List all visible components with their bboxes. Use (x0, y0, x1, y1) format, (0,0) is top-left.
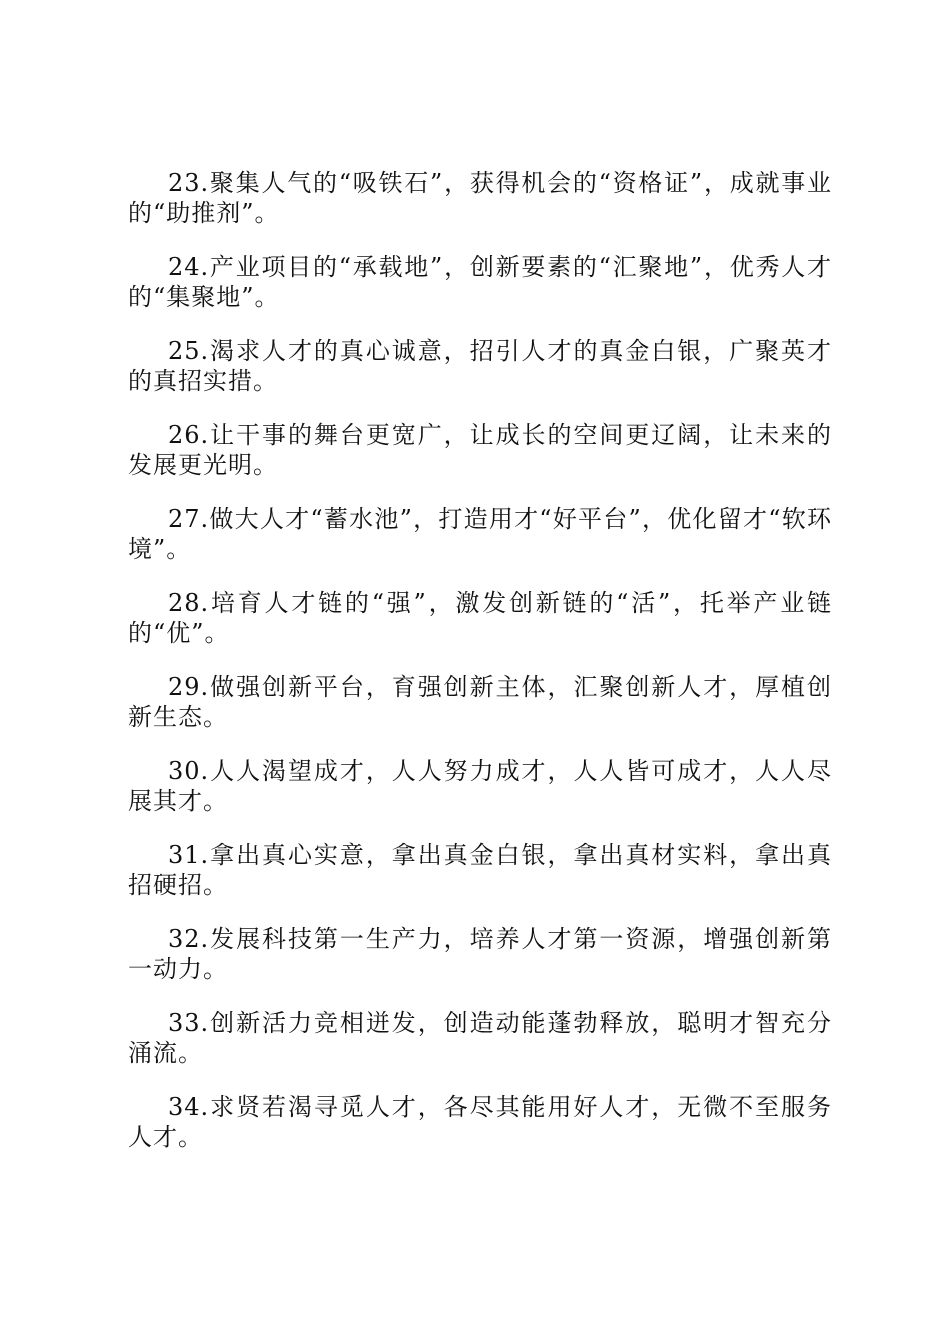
paragraph-text: 培育人才链的“强”，激发创新链的“活”，托举产业链的“优”。 (128, 589, 832, 647)
paragraph-33 (128, 1008, 832, 1068)
paragraph-number: 29. (168, 673, 210, 701)
paragraph-number: 32. (168, 925, 210, 953)
paragraph-text: 发展科技第一生产力，培养人才第一资源，增强创新第一动力。 (128, 925, 832, 983)
paragraph-number: 26. (168, 421, 210, 449)
paragraph-31 (128, 840, 832, 900)
paragraph-text: 人人渴望成才，人人努力成才，人人皆可成才，人人尽展其才。 (128, 757, 832, 815)
paragraph-24 (128, 252, 832, 312)
paragraph-number: 31. (168, 841, 210, 869)
paragraph-text: 创新活力竞相迸发，创造动能蓬勃释放，聪明才智充分涌流。 (128, 1009, 832, 1067)
paragraph-number: 24. (168, 253, 210, 281)
paragraph-number: 25. (168, 337, 210, 365)
paragraph-25 (128, 336, 832, 396)
paragraph-number: 33. (168, 1009, 210, 1037)
paragraph-27 (128, 504, 832, 564)
paragraph-text: 产业项目的“承载地”，创新要素的“汇聚地”，优秀人才的“集聚地”。 (128, 253, 832, 311)
paragraph-26 (128, 420, 832, 480)
paragraph-number: 30. (168, 757, 210, 785)
paragraph-34 (128, 1092, 832, 1152)
paragraph-28 (128, 588, 832, 648)
paragraph-text: 求贤若渴寻觅人才，各尽其能用好人才，无微不至服务人才。 (128, 1093, 832, 1151)
paragraph-text: 让干事的舞台更宽广，让成长的空间更辽阔，让未来的发展更光明。 (128, 421, 832, 479)
paragraph-text: 拿出真心实意，拿出真金白银，拿出真材实料，拿出真招硬招。 (128, 841, 832, 899)
paragraph-text: 做大人才“蓄水池”，打造用才“好平台”，优化留才“软环境”。 (128, 505, 832, 563)
paragraph-text: 聚集人气的“吸铁石”，获得机会的“资格证”，成就事业的“助推剂”。 (128, 169, 832, 227)
paragraph-30 (128, 756, 832, 816)
paragraph-23 (128, 168, 832, 228)
paragraph-text: 做强创新平台，育强创新主体，汇聚创新人才，厚植创新生态。 (128, 673, 832, 731)
paragraph-number: 34. (168, 1093, 210, 1121)
paragraph-number: 28. (168, 589, 210, 617)
document-body (128, 168, 832, 1176)
paragraph-text: 渴求人才的真心诚意，招引人才的真金白银，广聚英才的真招实措。 (128, 337, 832, 395)
paragraph-number: 27. (168, 505, 210, 533)
paragraph-number: 23. (168, 169, 210, 197)
paragraph-29 (128, 672, 832, 732)
paragraph-32 (128, 924, 832, 984)
